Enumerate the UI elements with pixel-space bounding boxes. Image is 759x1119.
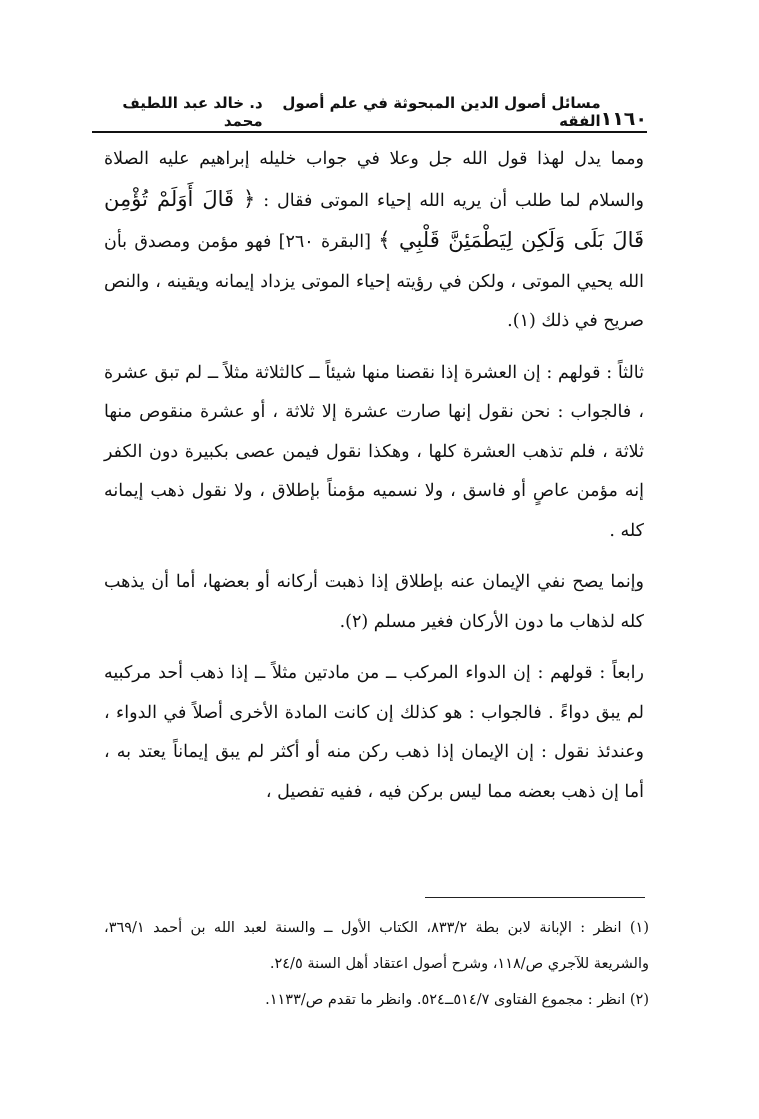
header-divider [92,131,647,133]
book-title: مسائل أصول الدين المبحوثة في علم أصول الفقه [282,94,601,130]
paragraph [104,140,644,342]
footnote: (٢) انظر : مجموع الفتاوى ٥١٤/٧ــ٥٢٤. وانظر ما تقدم ص/١١٣٣. [265,992,649,1008]
footnote-divider [425,897,645,898]
main-text [104,140,644,812]
footnotes [104,910,649,1018]
paragraph: وإنما يصح نفي الإيمان عنه بإطلاق إذا ذهبت أركانه أو بعضها، أما أن يذهب كله لذهاب ما دون الأركان فغير مسلم (٢). [104,572,644,632]
quran-verse: ﴿ قَالَ أَوَلَمْ تُؤْمِن قَالَ بَلَى وَلَكِن لِيَطْمَئِنَّ قَلْبِي ﴾ [104,186,645,252]
running-header [92,94,647,130]
page-number: ١١٦٠ [600,108,647,130]
paragraph: رابعاً : قولهم : إن الدواء المركب ــ من مادتين مثلاً ــ إذا ذهب أحد مركبيه لم يبق دواءً . فالجواب : هو كذلك إن كانت المادة الأخرى أصلاً في الدواء ، وعندئذ نقول : إن الإيمان إذا ذهب ركن منه أو أكثر لم يبق إيماناً يعتد به ، أما إن ذهب بعضه مما ليس بركن فيه ، ففيه تفصيل ، [104,663,644,802]
paragraph-text-after-verse: [البقرة ٢٦٠] فهو مؤمن ومصدق بأن الله يحيي الموتى ، ولكن في رؤيته إحياء الموتى يزداد إيمانه ويقينه ، والنص صريح في ذلك (١). [104,232,644,331]
author-name: د. خالد عبد اللطيف محمد [122,94,263,130]
paragraph: ثالثاً : قولهم : إن العشرة إذا نقصنا منها شيئاً ــ كالثلاثة مثلاً ــ لم تبق عشرة ، فالجواب : نحن نقول إنها صارت عشرة إلا ثلاثة ، أو عشرة منقوص منها ثلاثة ، فلم تذهب العشرة كلها ، وهكذا نقول فيمن عصى بكبيرة دون الكفر إنه مؤمن عاصٍ أو فاسق ، ولا نسميه مؤمناً بإطلاق ، ولا نقول ذهب إيمانه كله . [104,362,644,541]
paragraph-text-before-verse: ومما يدل لهذا قول الله جل وعلا في جواب خليله إبراهيم عليه الصلاة والسلام لما طلب أن يريه الله إحياء الموتى فقال : [104,149,644,211]
footnote: (١) انظر : الإبانة لابن بطة ٨٣٣/٢، الكتاب الأول ــ والسنة لعبد الله بن أحمد ٣٦٩/١، والشريعة للآجري ص/١١٨، وشرح أصول اعتقاد أهل السنة ٢٤/٥. [104,920,650,972]
